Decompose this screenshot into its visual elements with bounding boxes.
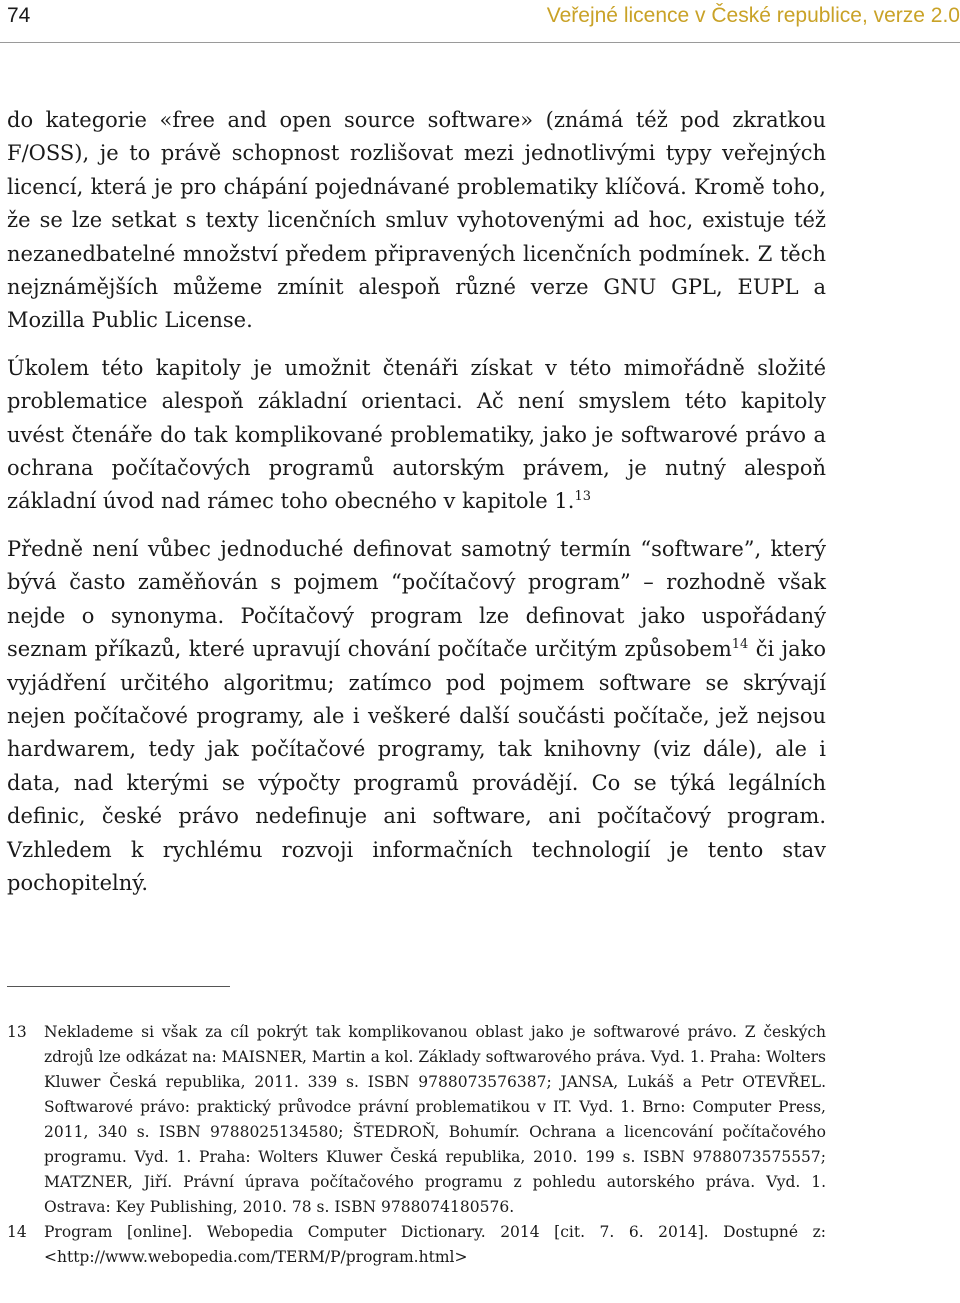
paragraph-text: Předně není vůbec jednoduché definovat samotný termín “software”, který bývá často zaměňován s pojmem “počítačový program” – rozhodně však nejde o synonyma. Počítačový program lze definovat jako uspořádaný seznam příkazů, které upravují chování počítače určitým způsobem	[7, 536, 826, 662]
footnote-text: Neklademe si však za cíl pokrýt tak komplikovanou oblast jako je softwarové právo. Z českých zdrojů lze odkázat na: MAISNER, Martin a kol. Základy softwarového práva. Vyd. 1. Praha: Wolters Kluwer Česká republika, 2011. 339 s. ISBN 9788073576387; JANSA, Lukáš a Petr OTEVŘEL. Softwarové právo: praktický průvodce právní problematikou v IT. Vyd. 1. Brno: Computer Press, 2011, 340 s. ISBN 9788025134580; ŠTEDROŇ, Bohumír. Ochrana a licencování počítačového programu. Vyd. 1. Praha: Wolters Kluwer Česká republika, 2010. 199 s. ISBN 9788073575557; MATZNER, Jiří. Právní úprava počítačového programu z pohledu autorského práva. Vyd. 1. Ostrava: Key Publishing, 2010. 78 s. ISBN 9788074180576.	[44, 1023, 826, 1216]
running-title: Veřejné licence v České republice, verze 2.0	[546, 4, 960, 27]
footnote-text: Program [online]. Webopedia Computer Dictionary. 2014 [cit. 7. 6. 2014]. Dostupné z: <http://www.webopedia.com/TERM/P/program.html>	[44, 1223, 826, 1266]
main-text	[7, 104, 826, 914]
footnote	[7, 1020, 826, 1220]
footnote-number: 13	[7, 1023, 27, 1041]
footnotes	[7, 1020, 826, 1270]
page-number: 74	[7, 4, 31, 27]
paragraph-text: či jako vyjádření určitého algoritmu; zatímco pod pojmem software se skrývají nejen počítačové programy, ale i veškeré další součásti počítače, jež nejsou hardwarem, tedy jak počítačové programy, tak knihovny (viz dále), ale i data, nad kterými se výpočty programů provádějí. Co se týká legálních definic, české právo nedefinuje ani software, ani počítačový program. Vzhledem k rychlému rozvoji informačních technologií je tento stav pochopitelný.	[7, 637, 826, 895]
paragraph-text: Úkolem této kapitoly je umožnit čtenáři získat v této mimořádně složité problematice alespoň základní orientaci. Ač není smyslem této kapitoly uvést čtenáře do tak komplikované problematiky, jako je softwarové právo a ochrana počítačových programů autorským právem, je nutný alespoň základní úvod nad rámec toho obecného v kapitole 1.	[7, 355, 826, 514]
page-header	[0, 0, 960, 43]
footnote-reference[interactable]: 13	[574, 489, 591, 505]
paragraph	[7, 533, 826, 900]
footnote-divider	[7, 986, 230, 987]
paragraph	[7, 104, 826, 338]
paragraph-text: do kategorie «free and open source software» (známá též pod zkratkou F/OSS), je to právě schopnost rozlišovat mezi jednotlivými typy veřejných licencí, která je pro chápání pojednávané problematiky klíčová. Kromě toho, že se lze setkat s texty licenčních smluv vyhotovenými ad hoc, existuje též nezanedbatelné množství předem připravených licenčních podmínek. Z těch nejznámějších můžeme zmínit alespoň různé verze GNU GPL, EUPL a Mozilla Public License.	[7, 108, 826, 333]
footnote-reference[interactable]: 14	[731, 637, 749, 653]
paragraph	[7, 352, 826, 519]
footnote-number: 14	[7, 1223, 27, 1241]
footnote	[7, 1220, 826, 1270]
